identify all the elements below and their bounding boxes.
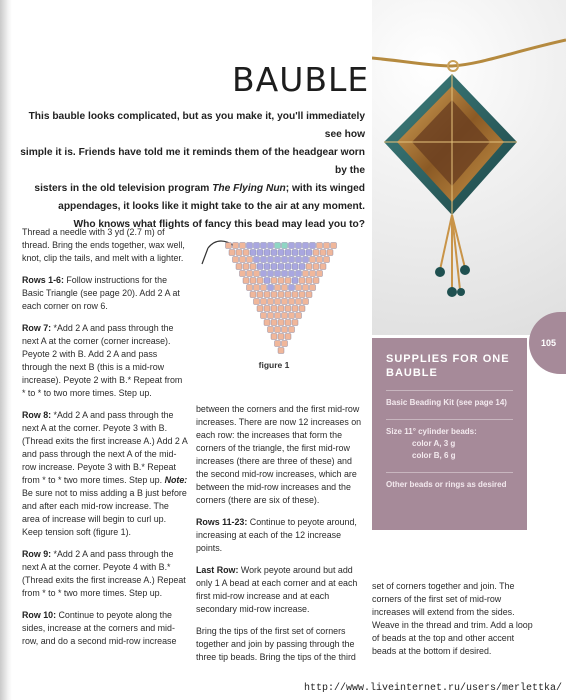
- bead: [313, 278, 319, 284]
- bead: [303, 285, 309, 291]
- bead: [268, 271, 274, 277]
- bead: [306, 292, 312, 298]
- bead: [289, 327, 295, 333]
- bead: [247, 243, 253, 249]
- bead: [261, 271, 267, 277]
- bead: [257, 250, 263, 256]
- bead: [254, 271, 260, 277]
- bead: [292, 250, 298, 256]
- bead: [261, 257, 267, 263]
- bead: [275, 299, 281, 305]
- bead: [282, 341, 288, 347]
- bead: [243, 278, 249, 284]
- bead: [299, 250, 305, 256]
- bead: [317, 271, 323, 277]
- bead: [278, 334, 284, 340]
- bead: [278, 278, 284, 284]
- bead: [250, 292, 256, 298]
- bead: [282, 271, 288, 277]
- bead: [233, 257, 239, 263]
- bead: [282, 299, 288, 305]
- figure-caption: figure 1: [258, 360, 290, 370]
- bauble-photo: [372, 0, 566, 335]
- bead: [268, 313, 274, 319]
- bead: [247, 257, 253, 263]
- bead: [264, 264, 270, 270]
- bead: [282, 285, 288, 291]
- instruction-paragraph: Last Row: Work peyote around but add only 1 A bead at each corner and at each first mid-row increase and at each secondary mid-row increase.: [196, 565, 358, 614]
- bead: [240, 271, 246, 277]
- bead: [271, 334, 277, 340]
- supplies-kit: Basic Beading Kit (see page 14): [386, 398, 507, 407]
- bead: [282, 257, 288, 263]
- bauble-illustration: [372, 0, 566, 335]
- bead: [268, 257, 274, 263]
- bead: [320, 264, 326, 270]
- bead: [296, 243, 302, 249]
- bead: [285, 292, 291, 298]
- bead: [250, 278, 256, 284]
- bead: [257, 292, 263, 298]
- instruction-paragraph: Rows 1-6: Follow instructions for the Basic Triangle (see page 20). Add 2 A at each corner on row 6.: [22, 275, 180, 311]
- bead: [299, 278, 305, 284]
- bead: [275, 271, 281, 277]
- intro-line: simple it is. Friends have told me it reminds them of the headgear worn by the: [20, 147, 365, 176]
- divider: [386, 390, 513, 391]
- page-gutter-shadow: [0, 0, 12, 700]
- bead: [268, 299, 274, 305]
- bead: [264, 292, 270, 298]
- bead: [320, 250, 326, 256]
- bead: [264, 306, 270, 312]
- bead: [268, 285, 274, 291]
- bead: [268, 327, 274, 333]
- bead: [275, 285, 281, 291]
- bead: [229, 250, 235, 256]
- intro-line: sisters in the old television program The Flying Nun; with its winged: [34, 183, 365, 194]
- bead: [292, 278, 298, 284]
- bead: [331, 243, 337, 249]
- bead: [264, 320, 270, 326]
- bead: [247, 271, 253, 277]
- intro-line: Who knows what flights of fancy this bead may lead you to?: [73, 219, 365, 230]
- bead: [296, 299, 302, 305]
- bead: [285, 320, 291, 326]
- bead: [303, 299, 309, 305]
- bead: [236, 264, 242, 270]
- bead: [278, 250, 284, 256]
- bead: [285, 306, 291, 312]
- bead-diagram: [196, 228, 356, 378]
- bead: [261, 243, 267, 249]
- bead: [261, 313, 267, 319]
- bauble-dangles: [435, 215, 470, 297]
- bead: [257, 306, 263, 312]
- supplies-beads: Size 11° cylinder beads: color A, 3 g color B, 6 g: [386, 426, 513, 462]
- supplies-color-a: color A, 3 g: [412, 439, 456, 448]
- bead: [254, 257, 260, 263]
- instruction-paragraph: between the corners and the first mid-row increases. There are now 12 increases on each row: the increases that form the corners of the triangle, the first mid-row increases (there are three of these) and the second mid-row increases, which are between the mid-row increases and the corners (there are six of these).: [196, 404, 362, 505]
- bead: [254, 285, 260, 291]
- bead: [261, 299, 267, 305]
- source-url: http://www.liveinternet.ru/users/merlettka/: [303, 683, 562, 694]
- bead: [292, 320, 298, 326]
- instructions-column-1: [22, 226, 188, 657]
- bead: [240, 243, 246, 249]
- bead: [278, 264, 284, 270]
- bead: [313, 264, 319, 270]
- bead: [282, 313, 288, 319]
- bead: [285, 334, 291, 340]
- bead: [296, 313, 302, 319]
- figure-1-diagram: [196, 228, 356, 378]
- bead: [250, 250, 256, 256]
- bead: [271, 320, 277, 326]
- bead: [275, 341, 281, 347]
- instruction-paragraph: Row 8: *Add 2 A and pass through the next A at the corner. Peyote 3 with B. (Thread exits the first increase A.) Add 2 A and pass through the next A of the mid-row increase. Peyote 3 with B.* Repeat from * to * two more times. Step up. Note: Be sure not to miss adding a B just before and after each mid-row increase. The area of increase will begin to curl up. Keep tension soft (figure 1).: [22, 410, 188, 537]
- bead: [306, 264, 312, 270]
- bead: [278, 292, 284, 298]
- bead: [289, 271, 295, 277]
- bead: [289, 313, 295, 319]
- bead: [299, 292, 305, 298]
- bead: [254, 243, 260, 249]
- bead: [289, 243, 295, 249]
- instruction-paragraph: Bring the tips of the first set of corners together and join by passing through the three tip beads. Bring the tips of the third: [196, 626, 356, 662]
- bead: [275, 313, 281, 319]
- supplies-box: [372, 338, 527, 530]
- supplies-color-b: color B, 6 g: [412, 451, 456, 460]
- bead: [306, 278, 312, 284]
- bead: [296, 271, 302, 277]
- bead: [285, 250, 291, 256]
- bead: [303, 243, 309, 249]
- bead: [257, 264, 263, 270]
- bead: [285, 264, 291, 270]
- instruction-paragraph: Row 10: Continue to peyote along the sides, increase at the corners and mid-row, and do a second mid-row increase: [22, 610, 177, 646]
- bead: [264, 250, 270, 256]
- bead: [310, 243, 316, 249]
- bead: [254, 299, 260, 305]
- intro-line: appendages, it looks like it might take to the air at any moment.: [58, 201, 365, 212]
- bead: [278, 306, 284, 312]
- bead: [324, 257, 330, 263]
- bead: [271, 264, 277, 270]
- bead: [243, 264, 249, 270]
- bead: [257, 278, 263, 284]
- bead: [271, 278, 277, 284]
- intro-line: This bauble looks complicated, but as you make it, you'll immediately see how: [28, 111, 365, 140]
- bead: [292, 292, 298, 298]
- instructions-column-2: [196, 403, 362, 673]
- bead: [317, 243, 323, 249]
- bead: [292, 264, 298, 270]
- needle: [202, 248, 208, 264]
- bead: [292, 306, 298, 312]
- supplies-other: Other beads or rings as desired: [386, 480, 507, 489]
- instruction-paragraph: Thread a needle with 3 yd (2.7 m) of thread. Bring the ends together, wax well, knot, clip the tails, and melt with a lighter.: [22, 227, 185, 263]
- bead: [275, 327, 281, 333]
- bead: [289, 257, 295, 263]
- intro-paragraph: [20, 108, 365, 234]
- bead: [264, 278, 270, 284]
- instruction-paragraph: set of corners together and join. The corners of the first set of mid-row increases will extend from the sides. Weave in the thread and trim. Add a loop of beads at the top and other accent beads at the bottom if desired.: [372, 581, 533, 656]
- bead: [240, 257, 246, 263]
- bead: [226, 243, 232, 249]
- page-number: 105: [541, 338, 557, 348]
- bead: [299, 264, 305, 270]
- bead: [261, 285, 267, 291]
- bead: [275, 257, 281, 263]
- tv-show-title: The Flying Nun: [212, 183, 286, 194]
- bead: [289, 285, 295, 291]
- bead: [303, 271, 309, 277]
- bead: [233, 243, 239, 249]
- bead: [310, 271, 316, 277]
- bead: [271, 306, 277, 312]
- instruction-paragraph: Rows 11-23: Continue to peyote around, increasing at each of the 12 increase points.: [196, 517, 357, 553]
- bead: [303, 257, 309, 263]
- bead: [271, 292, 277, 298]
- bead: [310, 285, 316, 291]
- bead: [306, 250, 312, 256]
- divider: [386, 419, 513, 420]
- divider: [386, 472, 513, 473]
- bead: [313, 250, 319, 256]
- bead: [243, 250, 249, 256]
- bead: [285, 278, 291, 284]
- page-title: BAUBLE: [232, 60, 370, 99]
- bead: [299, 306, 305, 312]
- bead: [317, 257, 323, 263]
- bead: [296, 257, 302, 263]
- neck-wire: [372, 40, 566, 66]
- bead: [236, 250, 242, 256]
- bead: [271, 250, 277, 256]
- bead: [327, 250, 333, 256]
- supplies-heading: SUPPLIES FOR ONE BAUBLE: [386, 353, 510, 379]
- bead: [296, 285, 302, 291]
- bead: [250, 264, 256, 270]
- instructions-column-3: [372, 580, 538, 667]
- bead: [310, 257, 316, 263]
- bead: [282, 327, 288, 333]
- bead: [324, 243, 330, 249]
- bead: [278, 320, 284, 326]
- instruction-paragraph: Row 7: *Add 2 A and pass through the next A at the corner (corner increase). Peyote 2 with B. Add 2 A and pass through the next B (this is a mid-row increase). Peyote 2 with B.* Repeat from * to * to two more times. Step up.: [22, 323, 183, 398]
- bead: [282, 243, 288, 249]
- bead: [268, 243, 274, 249]
- bead: [278, 348, 284, 354]
- instruction-paragraph: Row 9: *Add 2 A and pass through the next A at the corner. Peyote 4 with B.* (Thread exits the first increase A.) Repeat from * to * two more times. Step up.: [22, 549, 186, 598]
- bead: [289, 299, 295, 305]
- bead: [275, 243, 281, 249]
- bead: [247, 285, 253, 291]
